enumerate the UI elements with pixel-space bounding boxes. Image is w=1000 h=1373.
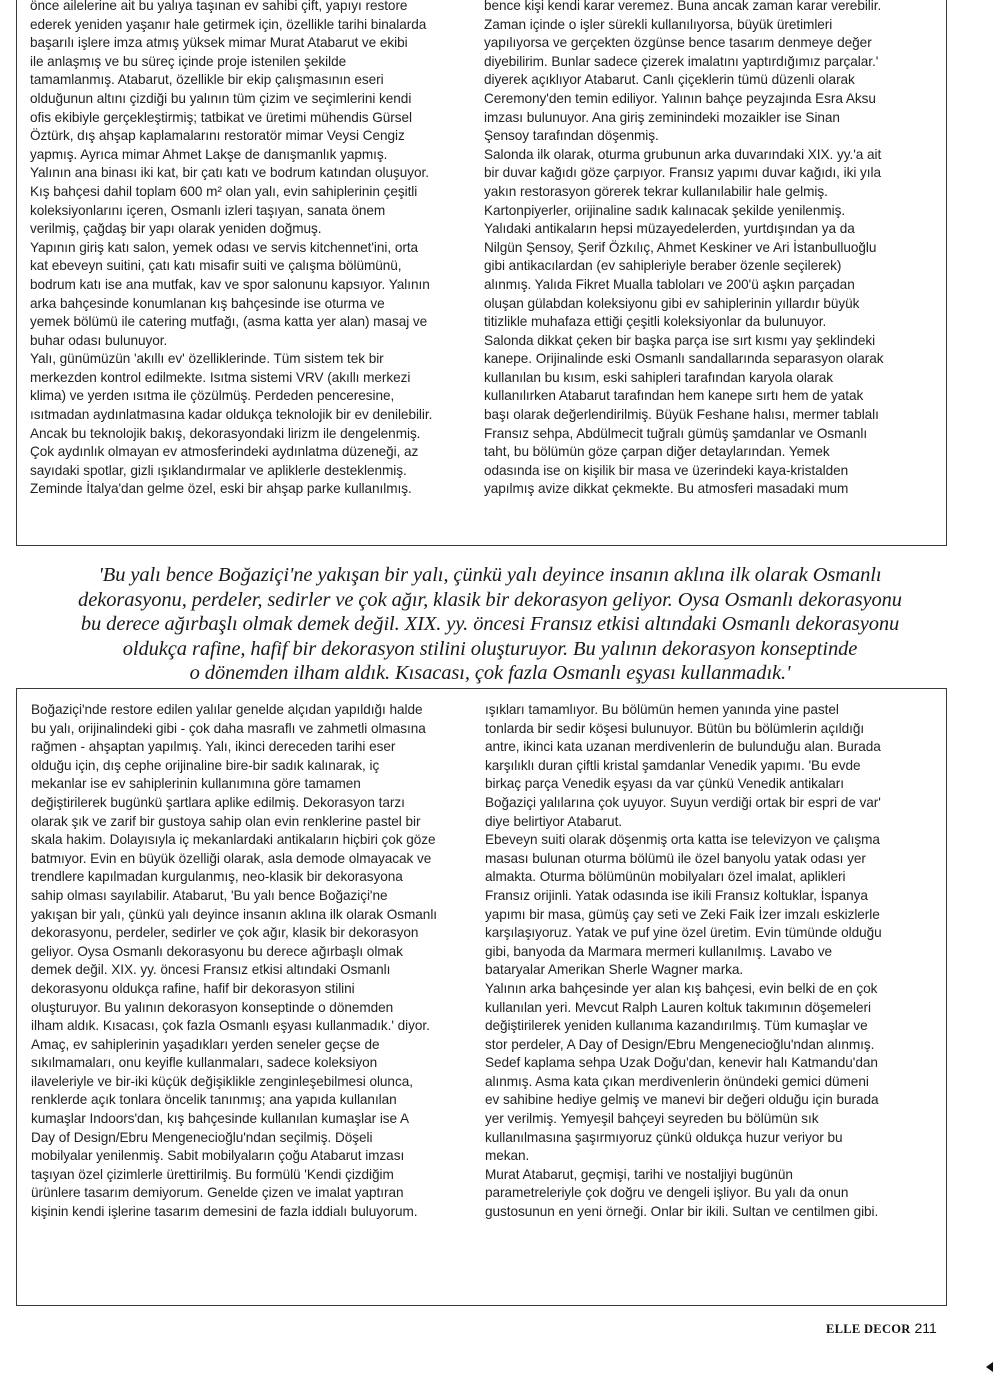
text-line: masası bulunan oturma bölümü ile özel banyolu yatak odası yer — [485, 850, 866, 866]
text-line: yapmış. Ayrıca mimar Ahmet Lakşe de danışmanlık yapmış. — [30, 146, 388, 162]
frame-rule-below-quote — [16, 688, 947, 689]
text-line: Çok aydınlık olmayan ev atmosferindeki aydınlatma düzeneği, az — [30, 444, 419, 460]
text-line: kullanılan bu kısım, eski sahipleri tarafından karyola olarak — [484, 369, 834, 385]
text-line: ısıtmadan aydınlatmasına kadar oldukça teknolojik bir ev denilebilir. — [30, 407, 433, 423]
text-line: dekorasyonu oldukça rafine, hafif bir dekorasyon stilini — [31, 980, 355, 996]
text-line: gustosunun en yeni örneği. Onlar bir ikili. Sultan ve centilmen gibi. — [485, 1204, 879, 1220]
text-line: Fransız orijinli. Yatak odasında ise ikili Fransız koltuklar, İspanya — [485, 887, 868, 903]
text-line: kumaşlar Indoors'dan, kış bahçesinde kullanılan kumaşlar ise A — [31, 1111, 410, 1127]
text-line: Ceremony'den temin ediliyor. Yalının bahçe peyzajında Esra Aksu — [484, 90, 876, 106]
text-line: ofis ekibiyle gerçekleştirmiş; tatbikat ve üretimi mühendis Gürsel — [30, 109, 412, 125]
frame-rule-above-quote — [16, 545, 947, 546]
text-line: mekanlar ise ev sahiplerinin kullanımına göre tamamen — [31, 776, 361, 792]
text-line: kişinin kendi işlerine tasarım demesini de fazla iddialı buluyorum. — [31, 1204, 418, 1220]
text-line: yapımı bir masa, gümüş çay seti ve Zeki Faik İzer imzalı eskizlerle — [485, 906, 880, 922]
frame-rule-right-bottom — [946, 688, 947, 1306]
text-line: değiştirilerek bugünkü şartlara aplike edilmiş. Dekorasyon tarzı — [31, 794, 405, 810]
text-line: yapılmış avize dikkat çekmekte. Bu atmosferi masadaki mum — [484, 481, 849, 497]
text-line: bu derece ağırbaşlı olmak demek değil. XIX. yy. öncesi Fransız etkisi altındaki Osmanlı dekorasyonu — [80, 613, 900, 636]
text-line: değiştirilerek yeniden kullanıma kazandırılmış. Tüm kumaşlar ve — [485, 1018, 868, 1034]
text-line: dekorasyonu, perdeler, sedirler ve çok ağır, klasik bir dekorasyon — [31, 925, 419, 941]
text-line: oluşan gülabdan koleksiyonu gibi ev sahiplerinin yıllardır büyük — [484, 295, 860, 311]
text-line: imzası bulunuyor. Ana giriş zeminindeki mozaikler ise Sinan — [484, 109, 840, 125]
text-line: odasında ise on kişilik bir masa ve üzerindeki kaya-kristalden — [484, 462, 849, 478]
text-line: gibi antikacılardan (ev sahipleriyle beraber özenle seçilerek) — [484, 258, 842, 274]
frame-rule-right-top — [946, 0, 947, 545]
text-line: Ebeveyn suiti olarak döşenmiş orta katta ise televizyon ve çalışma — [485, 832, 880, 848]
text-line: başarılı işlere imza atmış yüksek mimar Murat Atabarut ve ekibi — [30, 35, 408, 51]
text-line: Kış bahçesi dahil toplam 600 m² olan yalı, evin sahiplerinin çeşitli — [30, 183, 418, 199]
text-line: antre, ikinci kata uzanan merdivenlerin de bulunduğu alan. Burada — [485, 739, 881, 755]
text-line: bodrum katı ise ana mutfak, kav ve spor salonunu kapsıyor. Yalının — [30, 276, 430, 292]
text-line: Zaman içinde o işler sürekli kullanılıyorsa, büyük üretimleri — [484, 16, 833, 32]
text-line: tamamlanmış. Atabarut, özellikle bir ekip çalışmasının eseri — [30, 72, 384, 88]
text-line: ile anlaşmış ve bu süreç içinde proje istenilen şekilde — [30, 53, 347, 69]
text-line: bir duvar kağıdı göze çarpıyor. Fransız yapımı duvar kağıdı, iki yıla — [484, 165, 881, 181]
text-line: birkaç parça Venedik eşyası da var çünkü Venedik antikaları — [485, 776, 845, 792]
text-line: sıkılmamaları, onu keyifle kullanmaları, sadece koleksiyon — [31, 1055, 378, 1071]
text-line: Salonda ilk olarak, oturma grubunun arka duvarındaki XIX. yy.'a ait — [484, 146, 882, 162]
text-line: Salonda dikkat çeken bir başka parça ise sırt kısmı yay şeklindeki — [484, 332, 876, 348]
text-line: skala hakim. Dolayısıyla iç mekanlardaki antikaların hiçbiri çok göze — [31, 832, 436, 848]
text-line: almakta. Oturma bölümünün mobilyaları özel imalat, aplikleri — [485, 869, 846, 885]
text-line: Ancak bu teknolojik bakış, dekorasyondaki lirizm ile dengelenmiş. — [30, 425, 421, 441]
text-line: Öztürk, dış ahşap kaplamalarını restoratör mimar Veysi Cengiz — [30, 128, 405, 144]
text-line: diye belirtiyor Atabarut. — [485, 813, 623, 829]
text-line: karşılıklı duran çiftli kristal şamdanlar Venedik yapımı. 'Bu evde — [485, 757, 861, 773]
text-line: yakışan bir yalı, çünkü yalı deyince insanın aklına ilk olarak Osmanlı — [31, 906, 438, 922]
text-line: Boğaziçi'nde restore edilen yalılar genelde alçıdan yapıldığı halde — [31, 702, 423, 717]
text-line: titizlikle muhafaza ettiği çeşitli koleksiyonlar da bulunuyor. — [484, 314, 827, 330]
frame-rule-bottom — [16, 1305, 947, 1306]
text-line: kat ebeveyn suitini, çatı katı misafir suiti ve çalışma bölümünü, — [30, 258, 402, 274]
text-line: Murat Atabarut, geçmişi, tarihi ve nostaljiyi bugünün — [485, 1166, 793, 1182]
text-line: alınmış. Asma kata çıkan merdivenlerin önündeki gemici dümeni — [485, 1073, 869, 1089]
text-line: yakın restorasyon görerek tekrar kullanılabilir hale gelmiş. — [484, 183, 828, 199]
article-column-bottom-left — [31, 701, 467, 1222]
text-line: ürünlere tasarım demiyorum. Genelde çizen ve imalat yaptıran — [31, 1185, 404, 1201]
text-line: Yapının giriş katı salon, yemek odası ve servis kitchennet'ini, orta — [30, 239, 419, 255]
text-line: dekorasyonu, perdeler, sedirler ve çok ağır, klasik bir dekorasyon geliyor. Oysa Osmanlı dekorasyonu — [78, 588, 902, 611]
text-line: Şensoy tarafından döşenmiş. — [484, 128, 659, 144]
magazine-name: ELLE DECOR — [826, 1322, 911, 1336]
text-line: Amaç, ev sahiplerinin yaşadıkları yerden seneler geçse de — [31, 1036, 380, 1052]
text-line: ilham aldık. Kısacası, çok fazla Osmanlı eşyası kullanmadık.' diyor. — [31, 1018, 430, 1034]
text-line: Kartonpiyerler, orijinaline sadık kalınacak şekilde yenilenmiş. — [484, 202, 846, 218]
corner-arrow-icon — [986, 1362, 993, 1372]
text-line: oluşturuyor. Bu yalının dekorasyon konseptinde o dönemden — [31, 999, 394, 1015]
text-line: gibi, banyoda da Marmara mermeri kullanılmış. Lavabo ve — [485, 943, 833, 959]
text-line: stor perdeler, A Day of Design/Ebru Mengenecioğlu'ndan alınmış. — [485, 1036, 875, 1052]
text-line: Yalıdaki antikaların hepsi müzayedelerden, yurtdışından ya da — [484, 221, 855, 237]
text-line: yer verilmiş. Yemyeşil bahçeyi seyreden bu bölümün sık — [485, 1111, 819, 1127]
text-line: parametreleriyle çok doğru ve dengeli işliyor. Bu yalı da onun — [485, 1185, 849, 1201]
text-line: merkezden kontrol edilmekte. Isıtma sistemi VRV (akıllı merkezi — [30, 369, 411, 385]
text-line: taht, bu bölümün göze çarpan diğer detaylarından. Yemek — [484, 444, 830, 460]
text-line: olduğu için, dış cephe orijinaline bire-bir sadık kalınarak, iç — [31, 757, 380, 773]
text-line: sahip olması sayılabilir. Atabarut, 'Bu yalı bence Boğaziçi'ne — [31, 887, 388, 903]
frame-rule-left-top — [16, 0, 17, 545]
text-line: bence kişi kendi karar veremez. Buna ancak zaman karar verebilir. — [484, 0, 882, 13]
text-line: bu yalı, orijinalindeki gibi - çok daha masraflı ve zahmetli olmasına — [31, 720, 426, 736]
text-line: ilaveleriyle ve bir-iki küçük değişiklikle zenginleşebilmesi olunca, — [31, 1073, 413, 1089]
text-line: Nilgün Şensoy, Şerif Özkılıç, Ahmet Keskiner ve Ari İstanbulluoğlu — [484, 239, 877, 255]
text-line: tonlarda bir sedir köşesi bulunuyor. Bütün bu bölümlerin açıldığı — [485, 720, 865, 736]
text-line: ışıkları tamamlıyor. Bu bölümün hemen yanında yine pastel — [485, 702, 839, 717]
text-line: yapılıyorsa ve gerçekten özgünse bence tasarım denmeye değer — [484, 35, 872, 51]
text-line: alınmış. Yalıda Fikret Mualla tabloları ve 200'ü aşkın parçadan — [484, 276, 855, 292]
text-line: diyerek açıklıyor Atabarut. Canlı çiçeklerin tümü düzenli olarak — [484, 72, 855, 88]
article-column-top-left — [30, 0, 472, 499]
pull-quote — [40, 563, 940, 686]
text-line: arka bahçesinde konumlanan kış bahçesinde ise oturma ve — [30, 295, 385, 311]
frame-rule-left-bottom — [16, 688, 17, 1306]
text-line: oldukça rafine, hafif bir dekorasyon stilini oluşturuyor. Bu yalının dekorasyon konseptinde — [122, 637, 858, 660]
text-line: Day of Design/Ebru Mengenecioğlu'ndan seçilmiş. Döşeli — [31, 1129, 373, 1145]
text-line: ederek yeniden yaşanır hale getirmek için, özellikle tarihi binalarda — [30, 16, 427, 32]
text-line: olduğunun altını çizdiği bu yalının tüm çizim ve seçimlerini kendi — [30, 90, 412, 106]
text-line: başı olarak değerlendirilmiş. Büyük Feshane halısı, mermer tablalı — [484, 407, 879, 423]
text-line: geliyor. Oysa Osmanlı dekorasyonu bu derece ağırbaşlı olmak — [31, 943, 403, 959]
text-line: olarak şık ve zarif bir gustoya sahip olan evin renklerine pastel bir — [31, 813, 421, 829]
text-line: Yalının arka bahçesinde yer alan kış bahçesi, evin belki de en çok — [485, 980, 878, 996]
article-column-bottom-right — [485, 701, 930, 1222]
page-number: 211 — [914, 1320, 937, 1336]
text-line: trendlere kapılmadan kurgulanmış, neo-klasik bir dekorasyona — [31, 869, 403, 885]
text-line: renklerde açık tonlara öncelik tanınmış; ana yapıda kullanılan — [31, 1092, 397, 1108]
text-line: rağmen - ahşaptan yapılmış. Yalı, ikinci dereceden tarihi eser — [31, 739, 396, 755]
text-line: verilmiş, çağdaş bir yapı olarak yeniden doğmuş. — [30, 221, 322, 237]
text-line: Yalı, günümüzün 'akıllı ev' özelliklerinde. Tüm sistem tek bir — [30, 351, 384, 367]
text-line: klima) ve yerden ısıtma ile çözülmüş. Perdeden penceresine, — [30, 388, 395, 404]
text-line: önce ailelerine ait bu yalıya taşınan ev sahibi çift, yapıyı restore — [30, 0, 408, 13]
text-line: koleksiyonlarını içeren, Osmanlı izleri taşıyan, sanata önem — [30, 202, 386, 218]
text-line: Zeminde İtalya'dan gelme özel, eski bir ahşap parke kullanılmış. — [30, 481, 412, 497]
text-line: karşılaşıyoruz. Yatak ve puf yine özel üretim. Evin tümünde olduğu — [485, 925, 882, 941]
text-line: Sedef kaplama sehpa Uzak Doğu'dan, kenevir halı Katmandu'dan — [485, 1055, 878, 1071]
text-line: Fransız sehpa, Abdülmecit tuğralı gümüş şamdanlar ve Osmanlı — [484, 425, 868, 441]
text-line: bataryalar Amerikan Sherle Wagner marka. — [485, 962, 744, 978]
article-column-top-right — [484, 0, 934, 499]
text-line: buhar odası bulunuyor. — [30, 332, 168, 348]
text-line: mobilyalar yenilenmiş. Sabit mobilyaların çoğu Atabarut imzası — [31, 1148, 405, 1164]
text-line: diyebilirim. Bunlar sadece çizerek imalatını yaptırdığımız parçalar.' — [484, 53, 879, 69]
text-line: kanepe. Orijinalinde eski Osmanlı sandallarında separasyon olarak — [484, 351, 884, 367]
text-line: 'Bu yalı bence Boğaziçi'ne yakışan bir yalı, çünkü yalı deyince insanın aklına ilk olarak Osmanlı — [98, 564, 882, 586]
text-line: taşıyan özel çizimlerle ürettirilmiş. Bu formülü 'Kendi çizdiğim — [31, 1166, 394, 1182]
text-line: Boğaziçi yalılarına çok uyuyor. Suyun verdiği ortak bir espri de var' — [485, 794, 881, 810]
text-line: Yalının ana binası iki kat, bir çatı katı ve bodrum katından oluşuyor. — [30, 165, 429, 181]
text-line: kullanılan yeri. Mevcut Ralph Lauren koltuk takımının döşemeleri — [485, 999, 871, 1015]
text-line: ev sahibine hediye gelmiş ve manevi bir değeri olduğu için burada — [485, 1092, 879, 1108]
text-line: yemek bölümü ile catering mutfağı, (asma katta yer alan) masaj ve — [30, 314, 428, 330]
text-line: o dönemden ilham aldık. Kısacası, çok fazla Osmanlı eşyası kullanmadık.' — [189, 662, 791, 685]
text-line: kullanılmasına şaşırmıyoruz çünkü oldukça huzur veriyor bu — [485, 1129, 843, 1145]
text-line: mekan. — [485, 1148, 530, 1164]
page-folio — [826, 1320, 937, 1337]
text-line: batmıyor. Evin en büyük özelliği olarak, asla demode olmayacak ve — [31, 850, 432, 866]
text-line: kullanılırken Atabarut tarafından hem kanepe sırtı hem de yatak — [484, 388, 864, 404]
text-line: sayıdaki spotlar, gizli ışıklandırmalar ve apliklerle desteklenmiş. — [30, 462, 407, 478]
text-line: demek değil. XIX. yy. öncesi Fransız etkisi altındaki Osmanlı — [31, 962, 391, 978]
